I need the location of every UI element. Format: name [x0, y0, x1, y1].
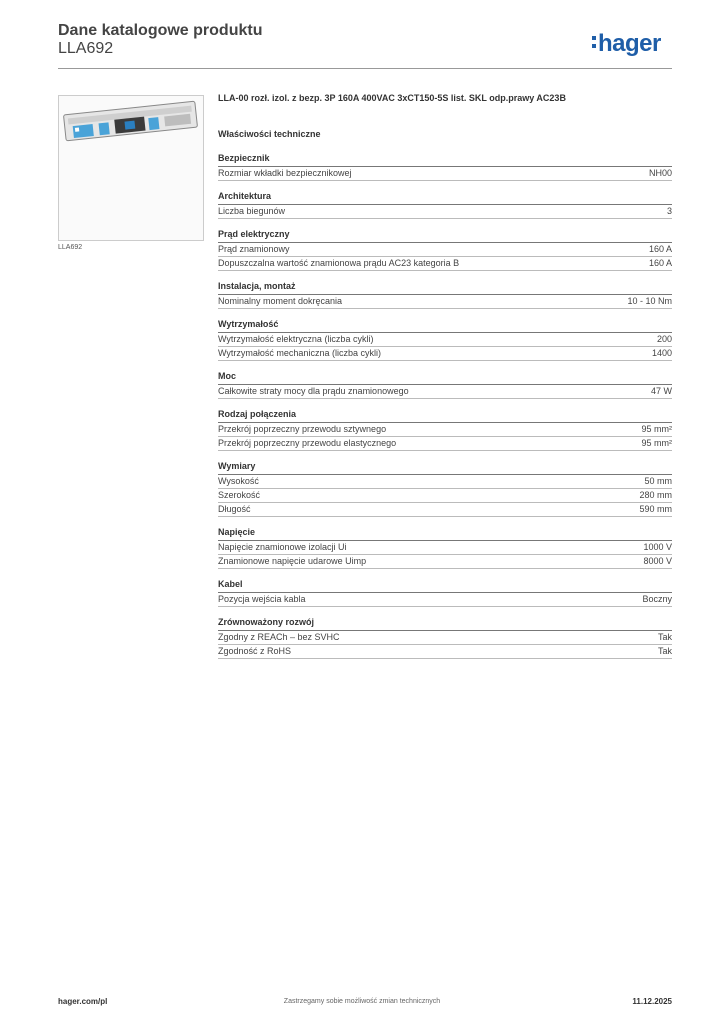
group-heading: Architektura [218, 191, 672, 205]
footer-date: 11.12.2025 [632, 997, 672, 1006]
property-value: 280 mm [639, 490, 672, 500]
logo-colon-icon [592, 35, 596, 49]
group-heading: Moc [218, 371, 672, 385]
product-code: LLA692 [58, 40, 114, 57]
property-row [218, 503, 672, 517]
technical-data [218, 93, 672, 659]
footer-website-link[interactable]: hager.com/pl [58, 997, 108, 1006]
property-label: Napięcie znamionowe izolacji Ui [218, 542, 347, 552]
logo-text: hager [598, 30, 661, 57]
property-value: 1000 V [643, 542, 672, 552]
property-group [218, 371, 672, 399]
group-heading: Zrównoważony rozwój [218, 617, 672, 631]
property-label: Zgodność z RoHS [218, 646, 292, 656]
switch-disconnector-icon [59, 96, 203, 240]
product-description: LLA-00 rozł. izol. z bezp. 3P 160A 400VAC 3xCT150-5S list. SKL odp.prawy AC23B [218, 93, 566, 103]
property-value: 10 - 10 Nm [627, 296, 672, 306]
property-label: Liczba biegunów [218, 206, 286, 216]
group-heading: Instalacja, montaż [218, 281, 672, 295]
property-groups [218, 153, 672, 659]
property-value: 47 W [650, 386, 672, 396]
property-label: Przekrój poprzeczny przewodu elastycznego [218, 438, 397, 448]
property-group [218, 319, 672, 361]
photo-caption: LLA692 [58, 244, 83, 251]
footer-notice: Zastrzegamy sobie możliwość zmian technicznych [283, 998, 441, 1005]
property-row [218, 257, 672, 271]
property-row [218, 423, 672, 437]
property-value: NH00 [648, 168, 672, 178]
property-value: 3 [666, 206, 672, 216]
property-value: Boczny [642, 594, 672, 604]
property-row [218, 645, 672, 659]
property-label: Wytrzymałość mechaniczna (liczba cykli) [218, 348, 381, 358]
property-label: Przekrój poprzeczny przewodu sztywnego [218, 424, 387, 434]
property-label: Szerokość [218, 490, 261, 500]
property-label: Wytrzymałość elektryczna (liczba cykli) [218, 334, 374, 344]
property-row [218, 167, 672, 181]
property-row [218, 631, 672, 645]
property-group [218, 409, 672, 451]
property-group [218, 617, 672, 659]
property-row [218, 475, 672, 489]
property-row [218, 347, 672, 361]
property-value: 200 [656, 334, 672, 344]
property-value: 160 A [648, 258, 672, 268]
property-group [218, 281, 672, 309]
property-label: Dopuszczalna wartość znamionowa prądu AC23 kategoria B [218, 258, 460, 268]
property-group [218, 527, 672, 569]
group-heading: Rodzaj połączenia [218, 409, 672, 423]
property-row [218, 489, 672, 503]
property-group [218, 579, 672, 607]
property-group [218, 229, 672, 271]
property-label: Wysokość [218, 476, 259, 486]
property-value: Tak [657, 632, 672, 642]
property-row [218, 295, 672, 309]
property-label: Całkowite straty mocy dla prądu znamionowego [218, 386, 409, 396]
property-label: Pozycja wejścia kabla [218, 594, 306, 604]
product-photo [58, 95, 204, 241]
property-label: Prąd znamionowy [218, 244, 290, 254]
group-heading: Napięcie [218, 527, 672, 541]
property-label: Nominalny moment dokręcania [218, 296, 343, 306]
property-value: 50 mm [644, 476, 672, 486]
property-row [218, 555, 672, 569]
property-label: Zgodny z REACh – bez SVHC [218, 632, 340, 642]
group-heading: Kabel [218, 579, 672, 593]
property-group [218, 191, 672, 219]
property-group [218, 461, 672, 517]
property-value: 95 mm² [641, 438, 672, 448]
header-divider [58, 68, 672, 69]
property-group [218, 153, 672, 181]
property-value: 1400 [651, 348, 672, 358]
property-value: Tak [657, 646, 672, 656]
group-heading: Wymiary [218, 461, 672, 475]
property-row [218, 541, 672, 555]
property-row [218, 333, 672, 347]
group-heading: Wytrzymałość [218, 319, 672, 333]
property-value: 160 A [648, 244, 672, 254]
group-heading: Prąd elektryczny [218, 229, 672, 243]
page-title: Dane katalogowe produktu [58, 22, 263, 39]
property-label: Rozmiar wkładki bezpiecznikowej [218, 168, 352, 178]
property-value: 95 mm² [641, 424, 672, 434]
property-row [218, 205, 672, 219]
property-row [218, 385, 672, 399]
hager-logo[interactable] [592, 30, 661, 58]
property-row [218, 593, 672, 607]
property-value: 590 mm [639, 504, 672, 514]
property-row [218, 437, 672, 451]
group-heading: Bezpiecznik [218, 153, 672, 167]
property-label: Znamionowe napięcie udarowe Uimp [218, 556, 367, 566]
properties-heading: Właściwości techniczne [218, 129, 321, 139]
property-label: Długość [218, 504, 251, 514]
property-row [218, 243, 672, 257]
property-value: 8000 V [643, 556, 672, 566]
